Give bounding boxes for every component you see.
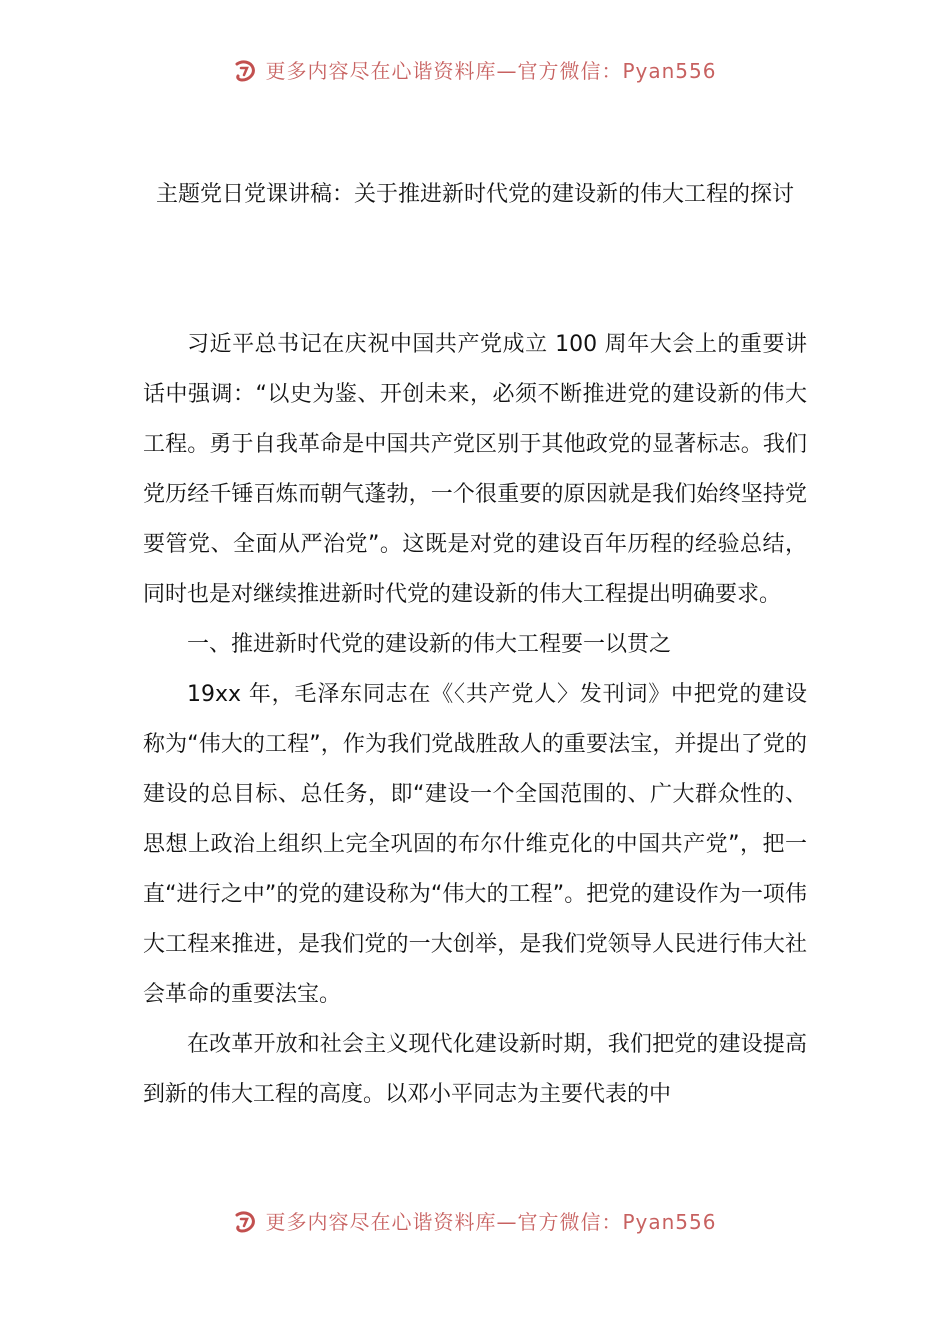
document-body [143,320,807,1120]
watermark-text: 更多内容尽在心谐资料库—官方微信：Pyan556 [265,1210,717,1234]
document-title: 主题党日党课讲稿：关于推进新时代党的建设新的伟大工程的探讨 [155,182,794,207]
watermark-logo-icon [233,58,259,84]
watermark-text: 更多内容尽在心谐资料库—官方微信：Pyan556 [265,59,717,83]
watermark-footer [0,1207,950,1237]
paragraph: 19xx 年，毛泽东同志在《〈共产党人〉发刊词》中把党的建设称为“伟大的工程”，作为我们党战胜敌人的重要法宝，并提出了党的建设的总目标、总任务，即“建设一个全国范围的、广大群众性的、思想上政治上组织上完全巩固的布尔什维克化的中国共产党”，把一直“进行之中”的党的建设称为“伟大的工程”。把党的建设作为一项伟大工程来推进，是我们党的一大创举，是我们党领导人民进行伟大社会革命的重要法宝。 [143,682,807,1007]
watermark-header [0,56,950,86]
watermark-logo-icon [233,1209,259,1235]
paragraph: 在改革开放和社会主义现代化建设新时期，我们把党的建设提高到新的伟大工程的高度。以邓小平同志为主要代表的中 [143,1032,807,1107]
section-heading: 一、推进新时代党的建设新的伟大工程要一以贯之 [187,632,672,657]
paragraph: 习近平总书记在庆祝中国共产党成立 100 周年大会上的重要讲话中强调：“以史为鉴、开创未来，必须不断推进党的建设新的伟大工程。勇于自我革命是中国共产党区别于其他政党的显著标志。我们党历经千锤百炼而朝气蓬勃，一个很重要的原因就是我们始终坚持党要管党、全面从严治党”。这既是对党的建设百年历程的经验总结，同时也是对继续推进新时代党的建设新的伟大工程提出明确要求。 [143,332,807,607]
